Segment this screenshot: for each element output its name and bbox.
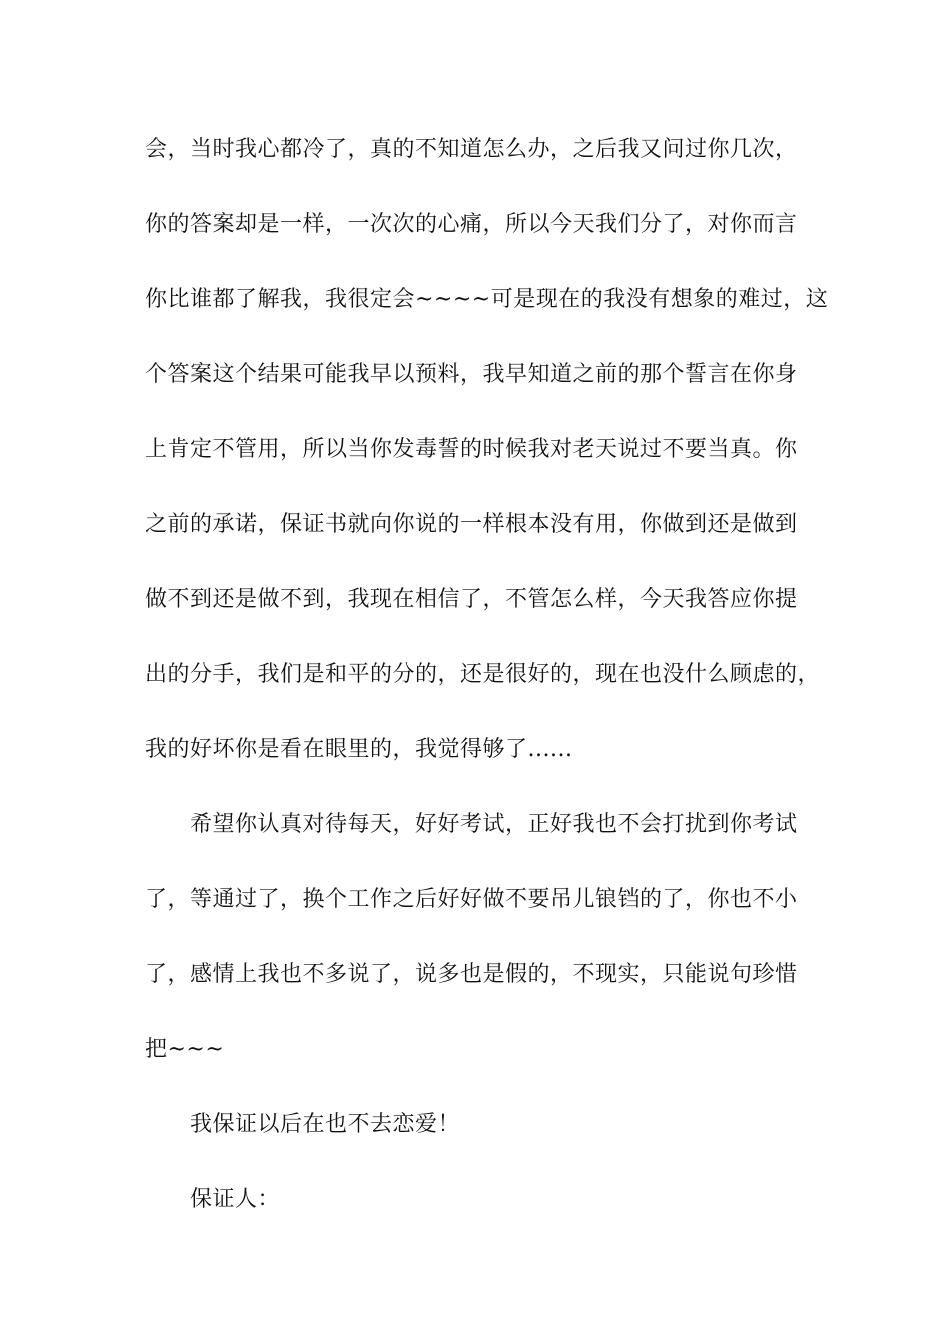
pledge-line: 我保证以后在也不去恋爱！	[190, 1112, 461, 1137]
paragraph-line: 了，感情上我也不多说了，说多也是假的，不现实，只能说句珍惜	[145, 962, 798, 987]
paragraph-line: 之前的承诺，保证书就向你说的一样根本没有用，你做到还是做到	[145, 512, 798, 537]
paragraph-line: 你比谁都了解我，我很定会~~~~可是现在的我没有想象的难过，这	[145, 287, 829, 312]
paragraph-line: 我的好坏你是看在眼里的，我觉得够了......	[145, 737, 573, 762]
paragraph-line: 希望你认真对待每天，好好考试，正好我也不会打扰到你考试	[190, 812, 798, 837]
guarantor-label: 保证人：	[190, 1187, 281, 1212]
paragraph-line: 把~~~	[145, 1037, 225, 1062]
paragraph-line: 会，当时我心都冷了，真的不知道怎么办，之后我又问过你几次，	[145, 137, 798, 162]
paragraph-line: 了，等通过了，换个工作之后好好做不要吊儿锒铛的了，你也不小	[145, 887, 798, 912]
paragraph-line: 做不到还是做不到，我现在相信了，不管怎么样，今天我答应你提	[145, 587, 798, 612]
paragraph-line: 你的答案却是一样，一次次的心痛，所以今天我们分了，对你而言	[145, 212, 798, 237]
paragraph-line: 个答案这个结果可能我早以预料，我早知道之前的那个誓言在你身	[145, 362, 798, 387]
paragraph-line: 上肯定不管用，所以当你发毒誓的时候我对老天说过不要当真。你	[145, 437, 798, 462]
paragraph-line: 出的分手，我们是和平的分的，还是很好的，现在也没什么顾虑的，	[145, 662, 821, 687]
